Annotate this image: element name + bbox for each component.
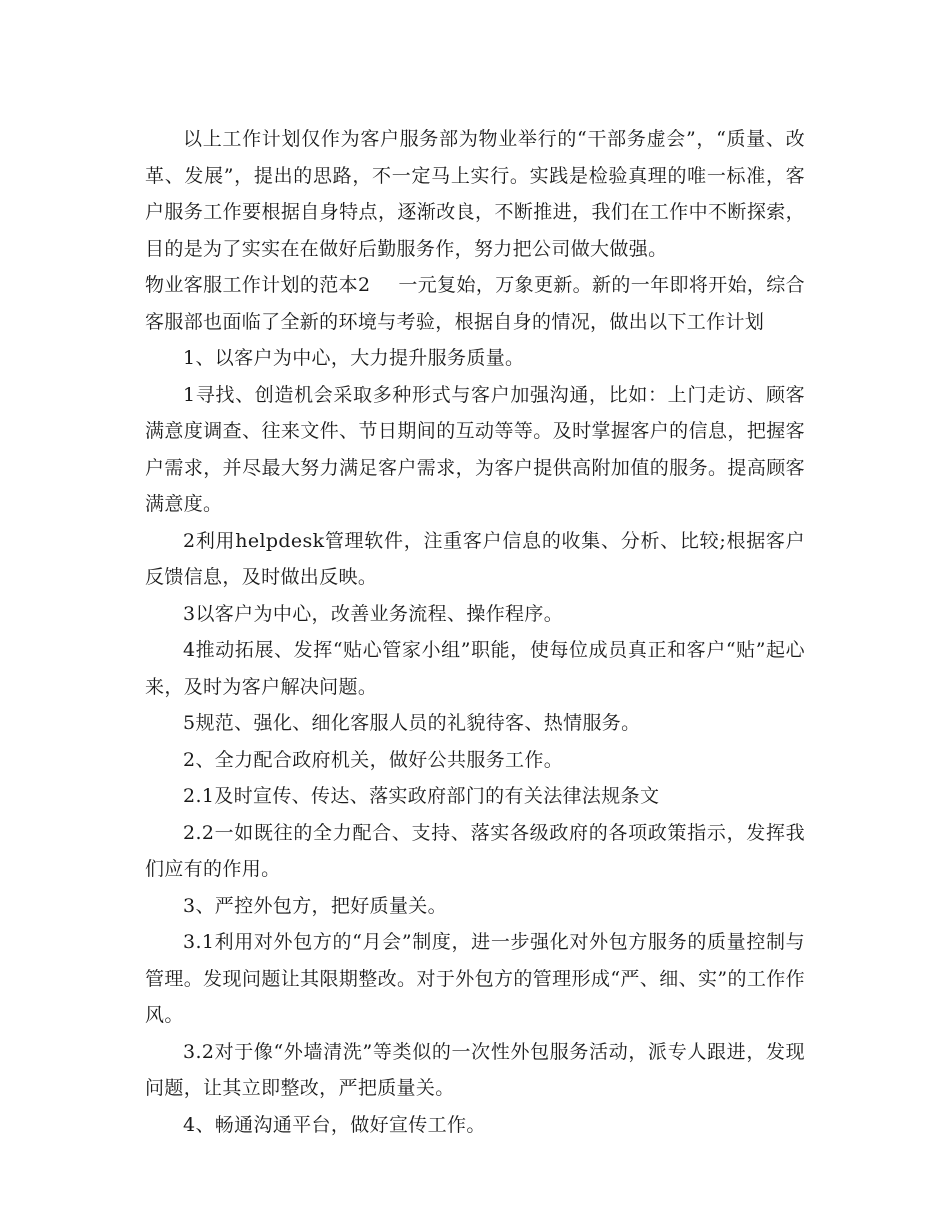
list-item: 2.1及时宣传、传达、落实政府部门的有关法律法规条文 bbox=[183, 785, 660, 807]
list-item: 3以客户为中心，改善业务流程、操作程序。 bbox=[183, 602, 564, 625]
list-item: 4、畅通沟通平台，做好宣传工作。 bbox=[183, 1113, 486, 1136]
list-item: 5规范、强化、细化客服人员的礼貌待客、热情服务。 bbox=[183, 712, 641, 734]
list-item: 4推动拓展、发挥“贴心管家小组”职能，使每位成员真正和客户“贴”起心来，及时为客户解决问题。 bbox=[145, 639, 805, 698]
section-intro: 一元复始，万象更新。新的一年即将开始，综合客服部也面临了全新的环境与考验，根据自身的情况，做出以下工作计划 bbox=[145, 274, 805, 333]
list-item: 3、严控外包方，把好质量关。 bbox=[183, 894, 447, 917]
document-page bbox=[145, 121, 805, 1143]
list-item: 3.1利用对外包方的“月会”制度，进一步强化对外包方服务的质量控制与管理。发现问题让其限期整改。对于外包方的管理形成“严、细、实”的工作作风。 bbox=[145, 931, 805, 1026]
intro-paragraph: 以上工作计划仅作为客户服务部为物业举行的“干部务虚会”，“质量、改革、发展”，提出的思路，不一定马上实行。实践是检验真理的唯一标准，客户服务工作要根据自身特点，逐渐改良，不断推进，我们在工作中不断探索，目的是为了实实在在做好后勤服务作，努力把公司做大做强。 bbox=[145, 128, 805, 260]
section-title: 物业客服工作计划的范本2 bbox=[145, 274, 371, 296]
list-item: 1寻找、创造机会采取多种形式与客户加强沟通，比如：上门走访、顾客满意度调查、往来文件、节日期间的互动等等。及时掌握客户的信息，把握客户需求，并尽最大努力满足客户需求，为客户提供高附加值的服务。提高顾客满意度。 bbox=[145, 383, 805, 515]
list-item: 1、以客户为中心，大力提升服务质量。 bbox=[183, 347, 525, 369]
list-item: 2利用helpdesk管理软件，注重客户信息的收集、分析、比较;根据客户反馈信息，及时做出反映。 bbox=[145, 529, 805, 588]
section-heading-line bbox=[145, 267, 805, 340]
list-item: 2、全力配合政府机关，做好公共服务工作。 bbox=[183, 748, 564, 771]
list-item: 3.2对于像“外墙清洗”等类似的一次性外包服务活动，派专人跟进，发现问题，让其立即整改，严把质量关。 bbox=[145, 1040, 805, 1099]
list-item: 2.2一如既往的全力配合、支持、落实各级政府的各项政策指示，发挥我们应有的作用。 bbox=[145, 821, 805, 880]
